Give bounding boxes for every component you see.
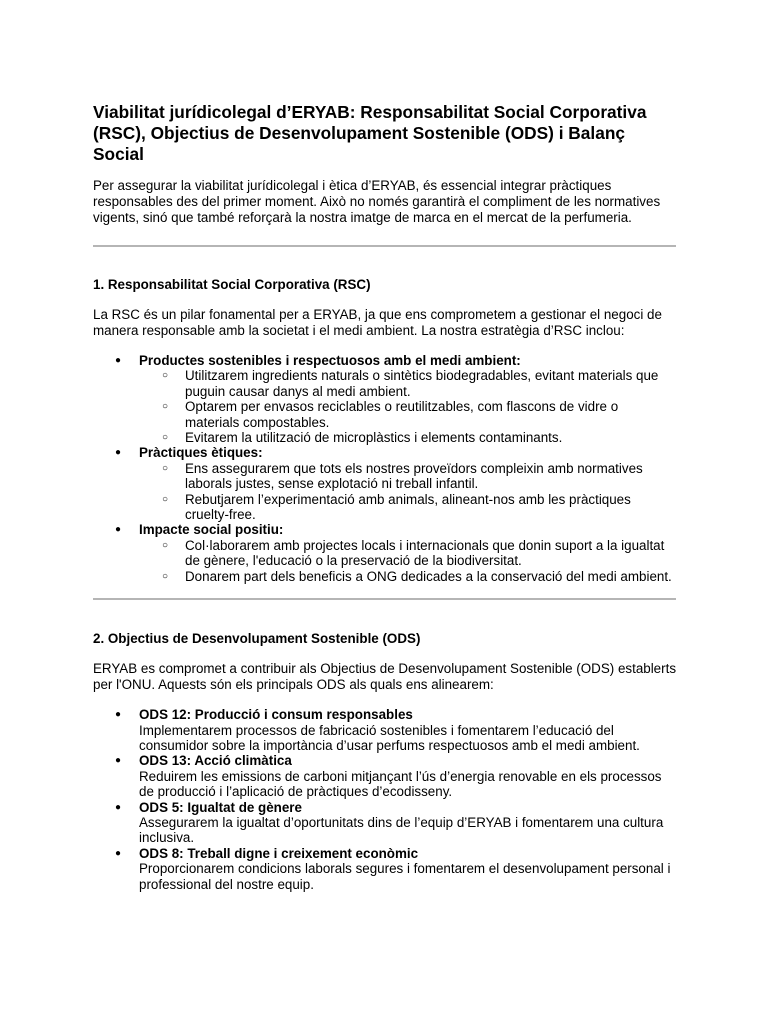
rsc-subitem: ○ Donarem part dels beneficis a ONG dedicades a la conservació del medi ambient. bbox=[185, 569, 676, 584]
section2-intro: ERYAB es compromet a contribuir als Objectius de Desenvolupament Sostenible (ODS) establerts per l'ONU. Aquests són els principals ODS als quals ens alinearem: bbox=[93, 661, 677, 693]
ods-item-12 bbox=[139, 707, 676, 753]
rsc-subitem: ○ Utilitzarem ingredients naturals o sintètics biodegradables, evitant materials que puguin causar danys al medi ambient. bbox=[185, 368, 676, 399]
ods-item-description: Reduirem les emissions de carboni mitjançant l’ús d’energia renovable en els processos de producció i l’aplicació de pràctiques d’ecodisseny. bbox=[139, 768, 662, 800]
ods-item-description: Assegurarem la igualtat d’oportunitats dins de l’equip d’ERYAB i fomentarem una cultura inclusiva. bbox=[139, 814, 664, 846]
ods-item-8 bbox=[139, 846, 676, 892]
ods-item-5 bbox=[139, 800, 676, 846]
rsc-sublist bbox=[139, 368, 676, 445]
rsc-subitem: ○ Rebutjarem l’experimentació amb animals, alineant-nos amb les pràctiques cruelty-free. bbox=[185, 492, 676, 523]
document-title: Viabilitat jurídicolegal d’ERYAB: Responsabilitat Social Corporativa (RSC), Objectius de Desenvolupament Sostenible (ODS) i Balanç Social bbox=[93, 102, 647, 164]
section2-heading: 2. Objectius de Desenvolupament Sostenible (ODS) bbox=[93, 631, 421, 647]
rsc-sublist bbox=[139, 538, 676, 584]
ods-item-label: ODS 12: Producció i consum responsables bbox=[139, 707, 413, 723]
ods-item-label: ODS 5: Igualtat de gènere bbox=[139, 799, 302, 815]
section1-intro: La RSC és un pilar fonamental per a ERYAB, ja que ens comprometem a gestionar el negoci de manera responsable amb la societat i el medi ambient. La nostra estratègia d’RSC inclou: bbox=[93, 307, 662, 338]
rsc-subitem: ○ Ens assegurarem que tots els nostres proveïdors compleixin amb normatives laborals justes, sense explotació ni treball infantil. bbox=[185, 461, 676, 492]
rsc-subitem: ○ Evitarem la utilització de microplàstics i elements contaminants. bbox=[185, 430, 676, 445]
divider-1 bbox=[93, 245, 676, 247]
ods-item-13 bbox=[139, 753, 676, 799]
rsc-item-ethics bbox=[139, 445, 676, 522]
rsc-item-label: Pràctiques ètiques: bbox=[139, 445, 263, 461]
ods-item-label: ODS 13: Acció climàtica bbox=[139, 753, 292, 769]
ods-list bbox=[93, 707, 676, 892]
ods-item-description: Proporcionarem condicions laborals segures i fomentarem el desenvolupament personal i professional del nostre equip. bbox=[139, 861, 671, 892]
rsc-subitem: ○ Optarem per envasos reciclables o reutilitzables, com flascons de vidre o materials compostables. bbox=[185, 399, 676, 430]
section1-heading: 1. Responsabilitat Social Corporativa (RSC) bbox=[93, 277, 371, 292]
rsc-subitem: ○ Col·laborarem amb projectes locals i internacionals que donin suport a la igualtat de gènere, l'educació o la preservació de la biodiversitat. bbox=[185, 538, 676, 569]
rsc-item-social-impact bbox=[139, 522, 676, 584]
ods-item-label: ODS 8: Treball digne i creixement econòmic bbox=[139, 845, 419, 861]
rsc-item-products bbox=[139, 353, 676, 445]
intro-paragraph: Per assegurar la viabilitat jurídicolegal i ètica d’ERYAB, és essencial integrar pràctiques responsables des del primer moment. Això no només garantirà el compliment de les normatives vigents, sinó que també reforçarà la nostra imatge de marca en el mercat de la perfumeria. bbox=[93, 178, 661, 225]
rsc-item-label: Productes sostenibles i respectuosos amb el medi ambient: bbox=[139, 353, 521, 368]
rsc-list bbox=[93, 353, 676, 584]
divider-2 bbox=[93, 598, 676, 600]
rsc-item-label: Impacte social positiu: bbox=[139, 522, 284, 538]
rsc-sublist bbox=[139, 461, 676, 523]
ods-item-description: Implementarem processos de fabricació sostenibles i fomentarem l’educació del consumidor sobre la importància d’usar perfums respectuosos amb el medi ambient. bbox=[139, 722, 640, 753]
